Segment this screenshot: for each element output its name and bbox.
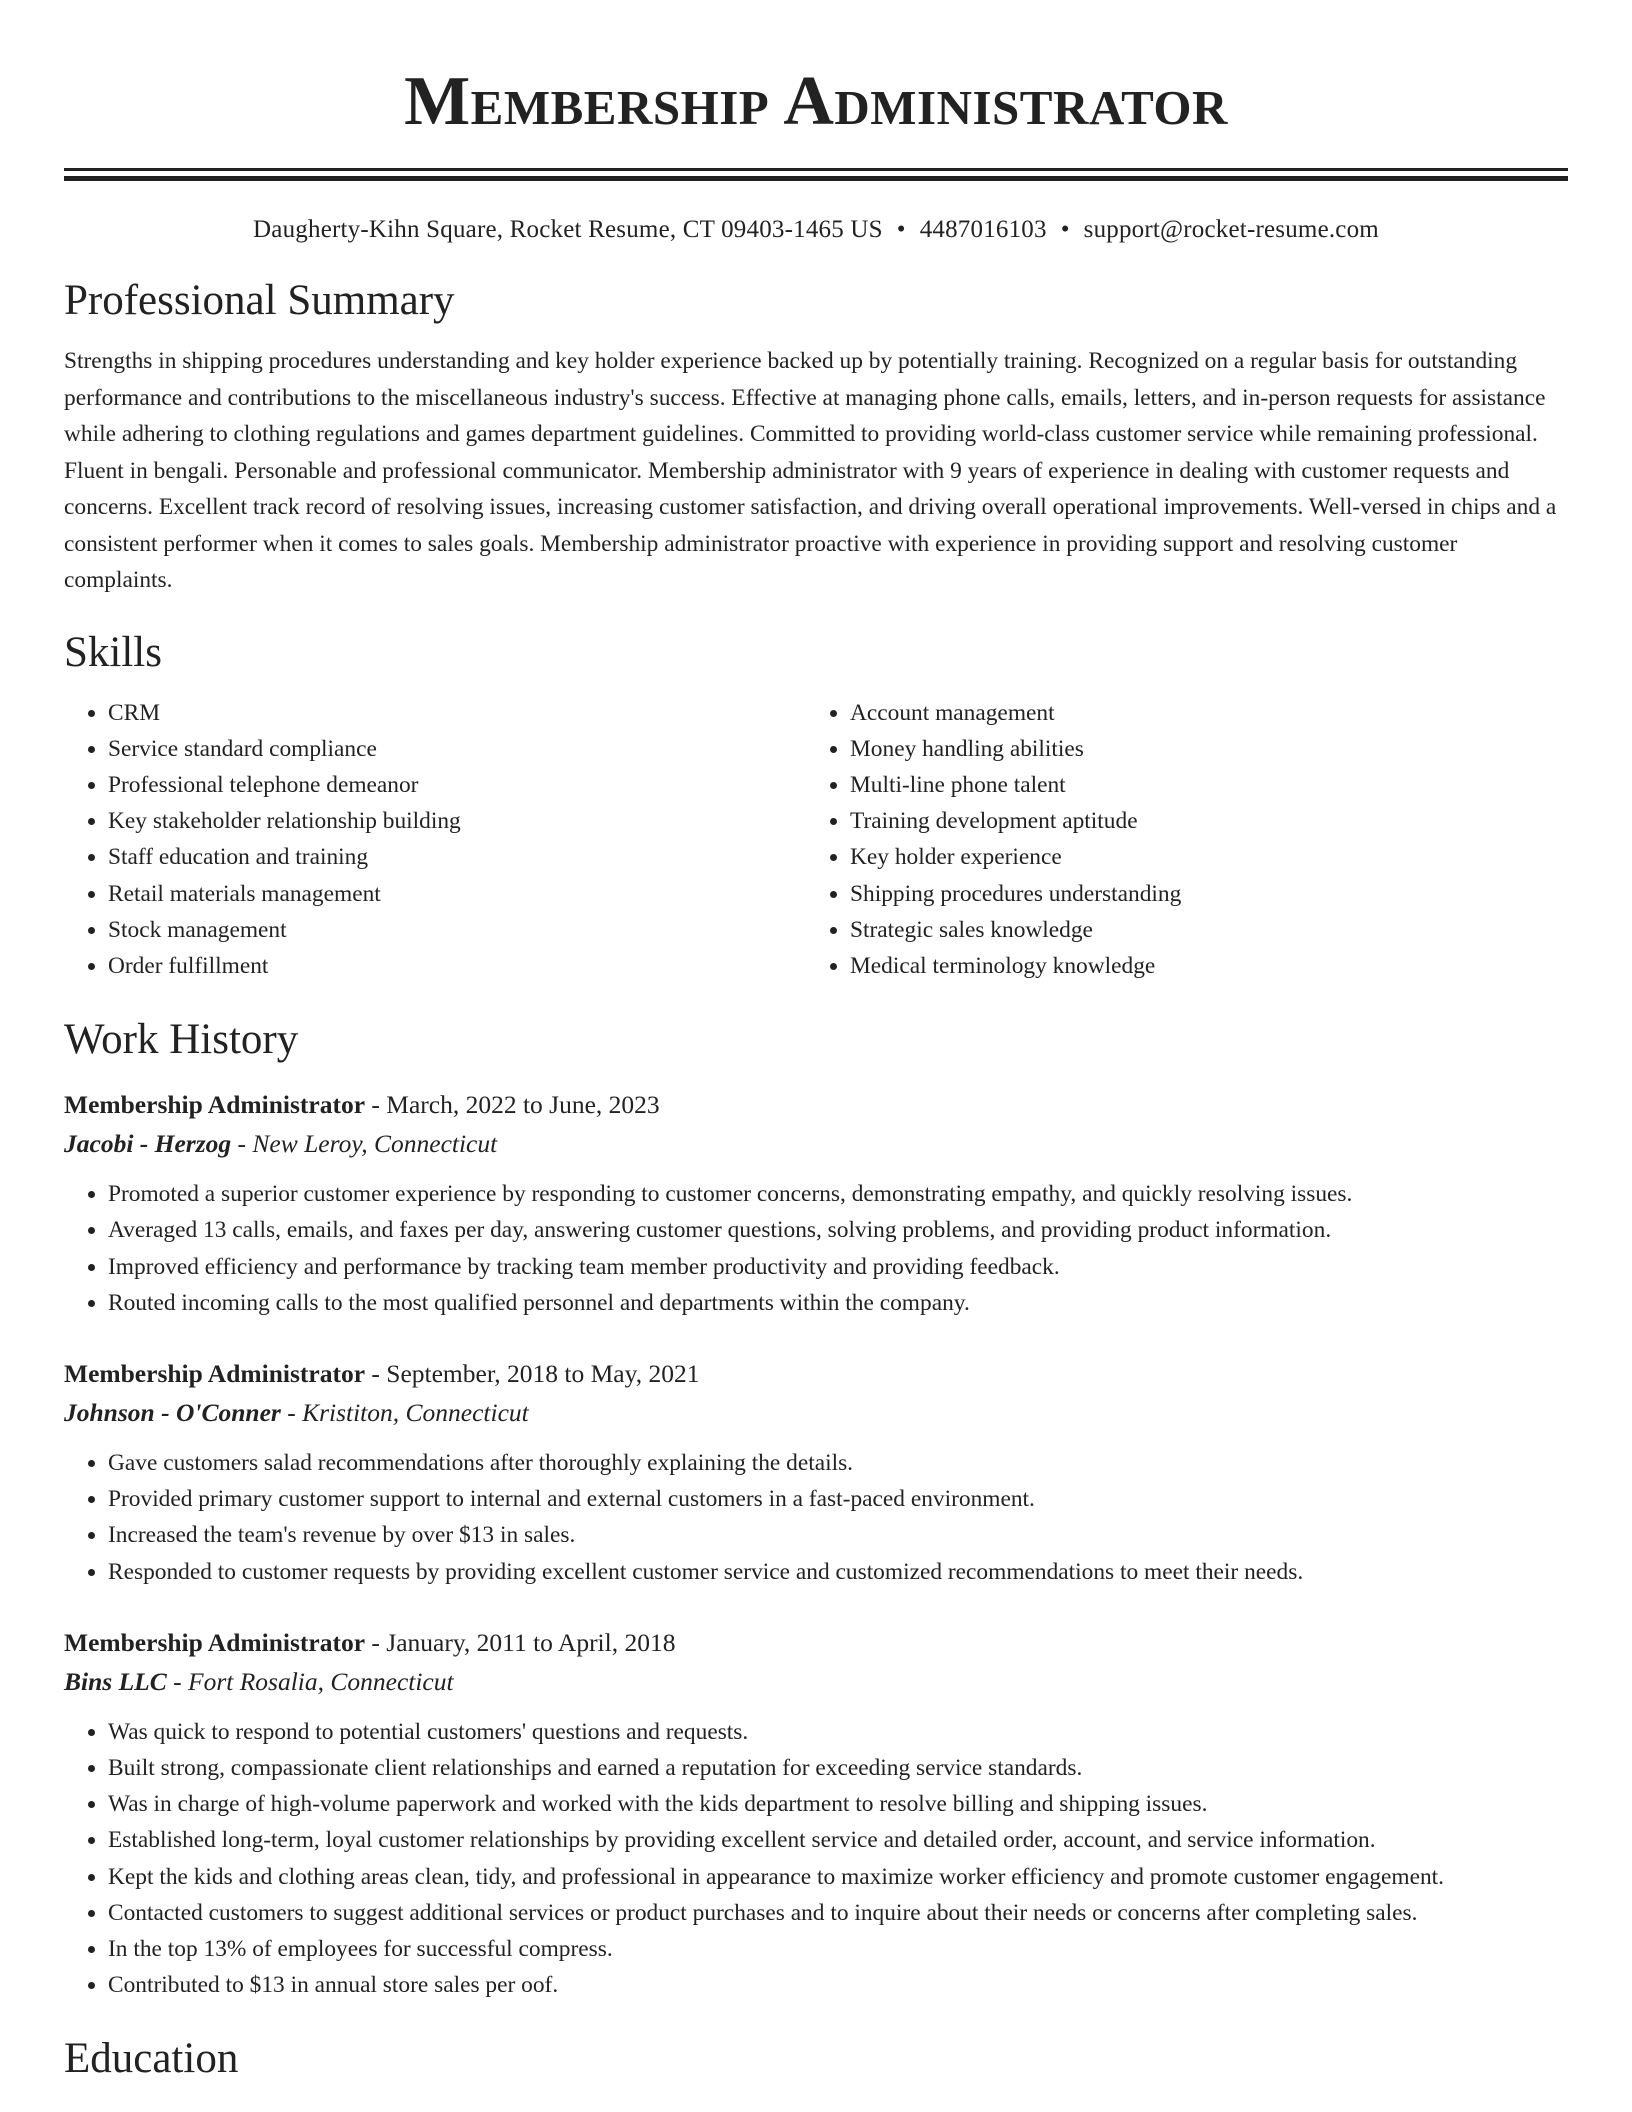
contact-address: Daugherty-Kihn Square, Rocket Resume, CT 09403-1465 US: [253, 216, 883, 243]
job-title-line: [64, 1355, 1568, 1393]
job-bullet: • Routed incoming calls to the most qualified personnel and departments within the company.: [108, 1285, 1568, 1321]
skill-item: • Multi-line phone talent: [850, 767, 1568, 803]
contact-email: support@rocket-resume.com: [1083, 216, 1379, 243]
job-company: Jacobi - Herzog: [64, 1129, 232, 1159]
job-company-line: [64, 1662, 1568, 1702]
skill-item: • Shipping procedures understanding: [850, 876, 1568, 912]
skills-list-right: [806, 695, 1568, 985]
job-bullet: • Established long-term, loyal customer relationships by providing excellent service and detailed order, account, and service information.: [108, 1822, 1568, 1858]
job-company: Bins LLC: [64, 1666, 167, 1696]
skill-item: • Strategic sales knowledge: [850, 912, 1568, 948]
work-history-heading: Work History: [64, 1016, 299, 1064]
job-bullet: • Was in charge of high-volume paperwork and worked with the kids department to resolve billing and shipping issues.: [108, 1786, 1568, 1822]
contact-separator: •: [1060, 216, 1070, 243]
job-title: Membership Administrator: [64, 1090, 366, 1120]
skill-item: • Money handling abilities: [850, 731, 1568, 767]
job-entry: [64, 1624, 1568, 2004]
job-title-line: [64, 1086, 1568, 1124]
job-bullets: [64, 1445, 1568, 1590]
summary-heading: Professional Summary: [64, 277, 455, 324]
skill-item: • Training development aptitude: [850, 803, 1568, 839]
education-heading: Education: [64, 2035, 239, 2083]
skill-item: • Key stakeholder relationship building: [108, 803, 806, 839]
skills-columns: [64, 695, 1568, 985]
job-location: - Fort Rosalia, Connecticut: [166, 1666, 454, 1696]
resume-name: Membership Administrator: [404, 63, 1228, 140]
skill-item: • Professional telephone demeanor: [108, 767, 806, 803]
job-bullet: • Kept the kids and clothing areas clean, tidy, and professional in appearance to maximize worker efficiency and promote customer engagement.: [108, 1859, 1568, 1895]
job-bullet: • Contacted customers to suggest additional services or product purchases and to inquire about their needs or concerns after completing sales.: [108, 1895, 1568, 1931]
job-title: Membership Administrator: [64, 1627, 366, 1657]
skill-item: • Account management: [850, 695, 1568, 731]
job-company-line: [64, 1124, 1568, 1164]
job-bullet: • Averaged 13 calls, emails, and faxes per day, answering customer questions, solving problems, and providing product information.: [108, 1212, 1568, 1248]
skill-item: • Medical terminology knowledge: [850, 948, 1568, 984]
skills-list-left: [64, 695, 806, 985]
job-bullet: • Promoted a superior customer experience by responding to customer concerns, demonstrating empathy, and quickly resolving issues.: [108, 1176, 1568, 1212]
contact-line: [64, 213, 1568, 247]
job-location: - New Leroy, Connecticut: [231, 1129, 498, 1159]
skill-item: • Staff education and training: [108, 839, 806, 875]
contact-separator: •: [896, 216, 906, 243]
skills-heading: Skills: [64, 628, 162, 676]
job-bullet: • Gave customers salad recommendations after thoroughly explaining the details.: [108, 1445, 1568, 1481]
job-bullets: [64, 1714, 1568, 2004]
skill-item: • CRM: [108, 695, 806, 731]
job-entry: [64, 1355, 1568, 1590]
skill-item: • Order fulfillment: [108, 948, 806, 984]
job-title: Membership Administrator: [64, 1358, 366, 1388]
job-location: - Kristiton, Connecticut: [280, 1397, 529, 1427]
skill-item: • Retail materials management: [108, 876, 806, 912]
job-dates: - January, 2011 to April, 2018: [365, 1627, 676, 1657]
job-dates: - September, 2018 to May, 2021: [365, 1358, 700, 1388]
job-bullet: • Provided primary customer support to internal and external customers in a fast-paced environment.: [108, 1481, 1568, 1517]
job-bullet: • Built strong, compassionate client relationships and earned a reputation for exceeding service standards.: [108, 1750, 1568, 1786]
job-title-line: [64, 1624, 1568, 1662]
job-bullet: • Was quick to respond to potential customers' questions and requests.: [108, 1714, 1568, 1750]
job-dates: - March, 2022 to June, 2023: [365, 1090, 660, 1120]
job-bullet: • Improved efficiency and performance by tracking team member productivity and providing feedback.: [108, 1249, 1568, 1285]
job-bullets: [64, 1176, 1568, 1321]
header-rule-thin: [64, 168, 1568, 171]
skill-item: • Stock management: [108, 912, 806, 948]
skill-item: • Service standard compliance: [108, 731, 806, 767]
job-company-line: [64, 1393, 1568, 1433]
job-bullet: • In the top 13% of employees for successful compress.: [108, 1931, 1568, 1967]
job-company: Johnson - O'Conner: [64, 1397, 281, 1427]
job-bullet: • Increased the team's revenue by over $13 in sales.: [108, 1517, 1568, 1553]
job-bullet: • Responded to customer requests by providing excellent customer service and customized recommendations to meet their needs.: [108, 1554, 1568, 1590]
summary-text: Strengths in shipping procedures understanding and key holder experience backed up by potentially training. Recognized on a regular basis for outstanding performance and contributions to the miscellaneous industry's success. Effective at managing phone calls, emails, letters, and in-person requests for assistance while adhering to clothing regulations and games department guidelines. Committed to providing world-class customer service while remaining professional. Fluent in bengali. Personable and professional communicator. Membership administrator with 9 years of experience in dealing with customer requests and concerns. Excellent track record of resolving issues, increasing customer satisfaction, and driving overall operational improvements. Well-versed in chips and a consistent performer when it comes to sales goals. Membership administrator proactive with experience in providing support and resolving customer complaints.: [64, 348, 1557, 593]
job-entry: [64, 1086, 1568, 1321]
job-bullet: • Contributed to $13 in annual store sales per oof.: [108, 1967, 1568, 2003]
contact-phone: 4487016103: [919, 216, 1047, 243]
header-rule-thick: [64, 176, 1568, 181]
skill-item: • Key holder experience: [850, 839, 1568, 875]
